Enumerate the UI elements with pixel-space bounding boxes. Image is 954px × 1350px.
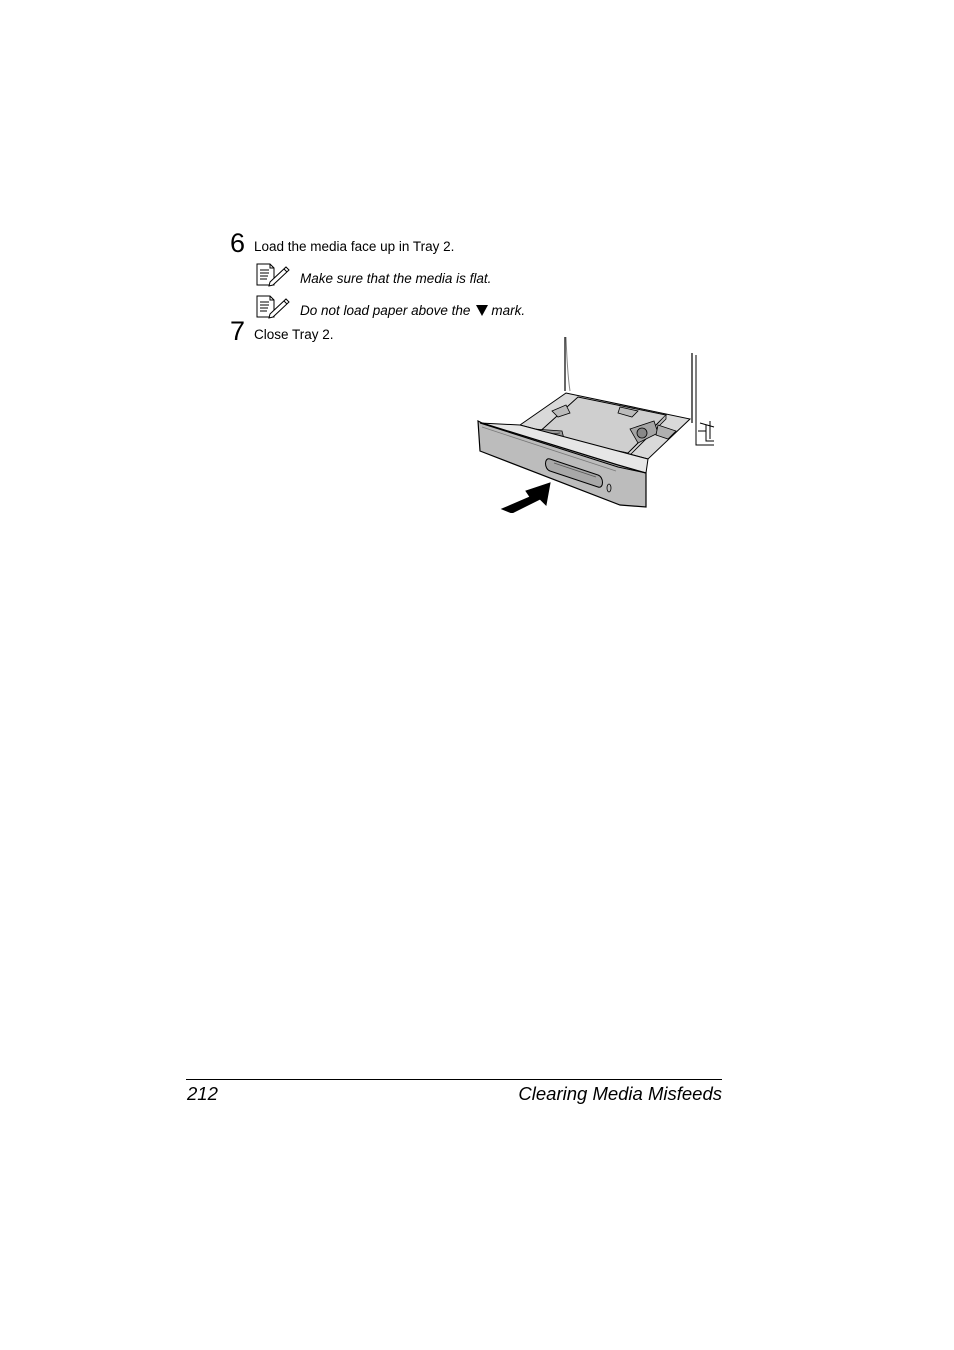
note-text-flat: Make sure that the media is flat. xyxy=(300,271,492,286)
note-pencil-icon xyxy=(256,295,290,319)
note-text-mark xyxy=(300,303,525,319)
step-7-number: 7 xyxy=(230,316,246,346)
note-text-before: Do not load paper above the xyxy=(300,303,471,318)
step-7-text: Close Tray 2. xyxy=(254,327,334,342)
down-triangle-icon xyxy=(476,305,488,316)
section-title: Clearing Media Misfeeds xyxy=(518,1083,722,1104)
footer-rule xyxy=(186,1079,722,1080)
note-pencil-icon xyxy=(256,263,290,287)
step-6-number: 6 xyxy=(230,228,246,258)
step-6-text: Load the media face up in Tray 2. xyxy=(254,239,455,254)
note-text-after: mark. xyxy=(491,303,526,318)
paper-tray-closing-illustration xyxy=(470,333,720,513)
page-number: 212 xyxy=(187,1083,218,1104)
